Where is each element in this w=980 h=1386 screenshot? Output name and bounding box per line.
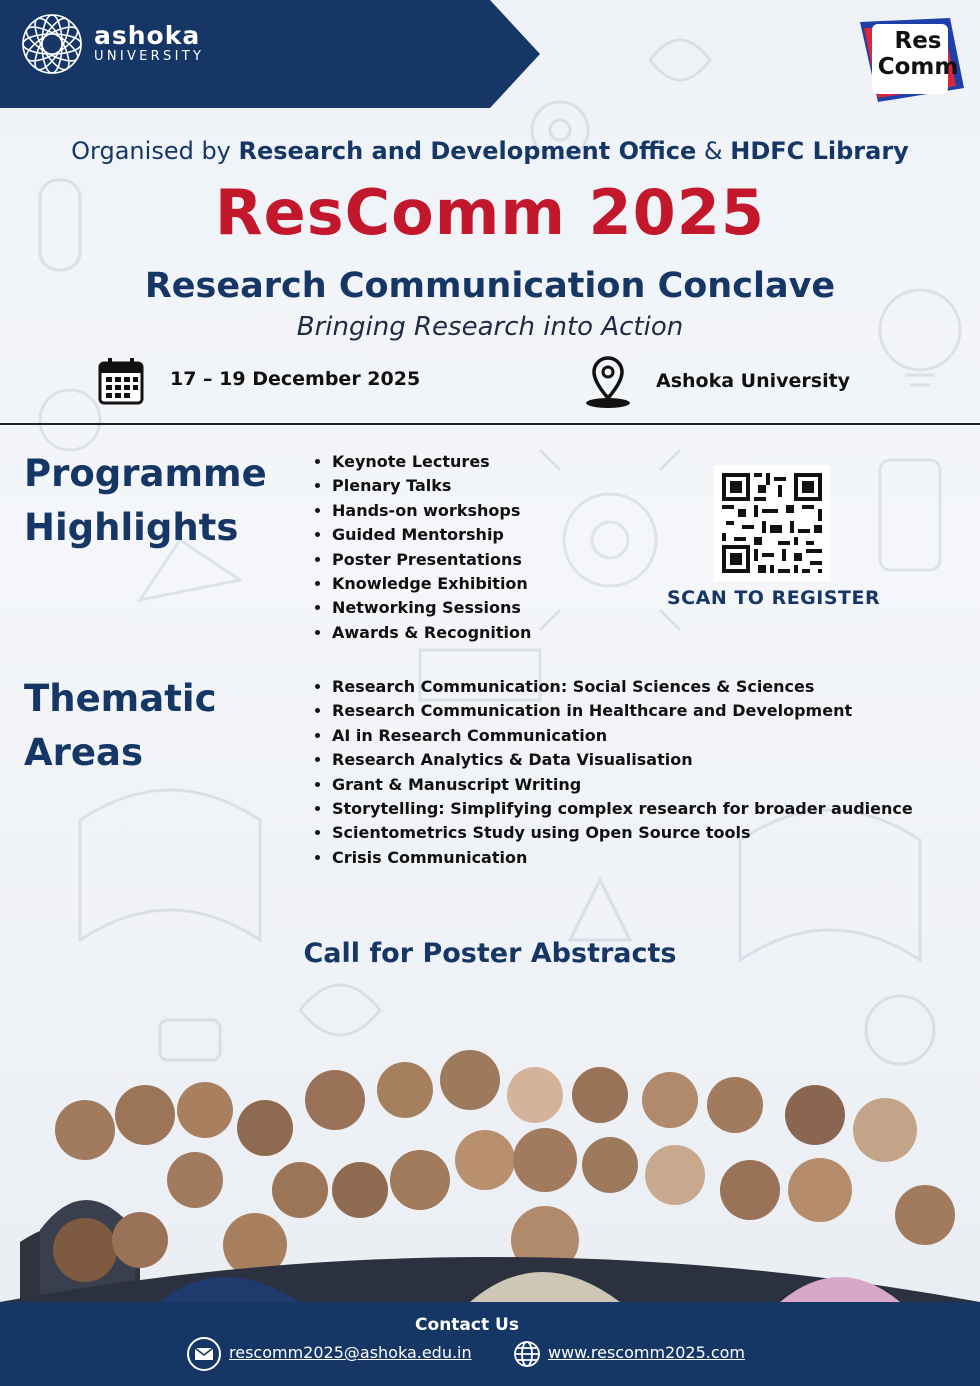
list-item: • Research Analytics & Data Visualisation — [332, 748, 913, 772]
organiser-rdo: Research and Development Office — [238, 137, 697, 165]
calendar-icon — [98, 357, 144, 405]
list-item: • Scientometrics Study using Open Source tools — [332, 821, 913, 845]
programme-list — [310, 450, 531, 645]
list-item: • Awards & Recognition — [332, 621, 531, 645]
website-link[interactable]: www.rescomm2025.com — [548, 1343, 746, 1362]
scan-to-register[interactable]: SCAN TO REGISTER — [667, 587, 881, 609]
event-tagline: Bringing Research into Action — [296, 312, 684, 342]
event-title: ResComm 2025 — [214, 176, 766, 249]
list-item: • Research Communication: Social Sciences & Sciences — [332, 675, 913, 699]
programme-heading-line1: Programme — [24, 452, 267, 495]
event-subtitle: Research Communication Conclave — [144, 266, 836, 306]
list-item: • Networking Sessions — [332, 596, 531, 620]
list-item: • Guided Mentorship — [332, 523, 531, 547]
call-for-posters: Call for Poster Abstracts — [303, 938, 677, 969]
email-link[interactable]: rescomm2025@ashoka.edu.in — [229, 1343, 472, 1362]
speakers-collage — [0, 1040, 980, 1302]
thematic-heading — [24, 672, 217, 780]
logo-name: ashoka — [94, 21, 201, 50]
organised-by — [0, 137, 980, 165]
list-item: • AI in Research Communication — [332, 724, 913, 748]
programme-heading-line2: Highlights — [24, 506, 239, 549]
programme-heading — [24, 447, 267, 555]
list-item: • Plenary Talks — [332, 474, 531, 498]
event-date: 17 – 19 December 2025 — [170, 368, 421, 390]
list-item: • Storytelling: Simplifying complex research for broader audience — [332, 797, 913, 821]
thematic-heading-line1: Thematic — [24, 677, 217, 720]
thematic-list — [310, 675, 913, 870]
divider — [0, 423, 980, 425]
ashoka-logo-icon — [20, 12, 84, 76]
organiser-library: HDFC Library — [730, 137, 909, 165]
rescomm-badge-text[interactable] — [870, 28, 966, 80]
list-item: • Research Communication in Healthcare and Development — [332, 699, 913, 723]
thematic-heading-line2: Areas — [24, 731, 143, 774]
list-item: • Crisis Communication — [332, 846, 913, 870]
organised-amp: & — [696, 137, 731, 165]
contact-heading: Contact Us — [415, 1315, 519, 1335]
mail-icon — [186, 1336, 222, 1372]
list-item: • Keynote Lectures — [332, 450, 531, 474]
badge-line2: Comm — [877, 54, 959, 80]
organised-prefix: Organised by — [71, 137, 239, 165]
list-item: • Knowledge Exhibition — [332, 572, 531, 596]
ashoka-logo[interactable] — [20, 12, 204, 76]
event-venue: Ashoka University — [656, 370, 851, 392]
list-item: • Poster Presentations — [332, 548, 531, 572]
location-pin-icon — [584, 354, 632, 410]
badge-line1: Res — [894, 28, 942, 54]
list-item: • Hands-on workshops — [332, 499, 531, 523]
logo-sub: UNIVERSITY — [94, 49, 205, 64]
globe-icon — [512, 1339, 542, 1369]
qr-code[interactable] — [714, 465, 830, 581]
list-item: • Grant & Manuscript Writing — [332, 773, 913, 797]
